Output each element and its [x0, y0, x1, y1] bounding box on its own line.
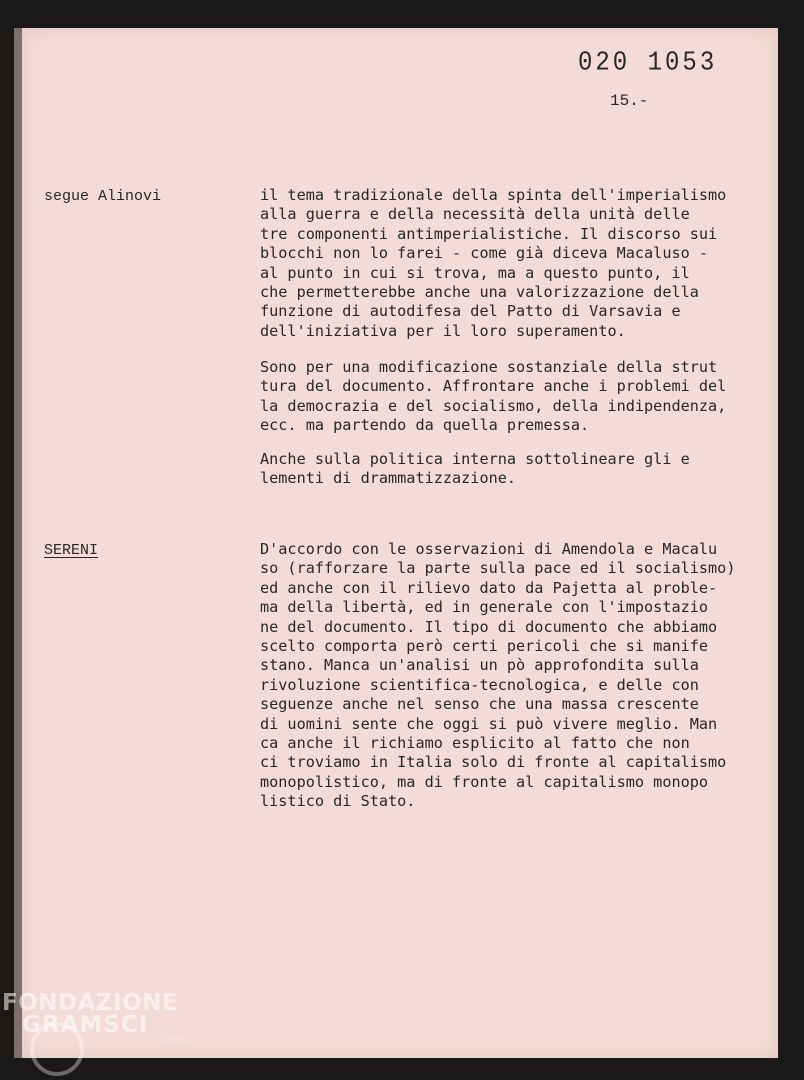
alinovi-paragraph-1: il tema tradizionale della spinta dell'imperialismo alla guerra e della necessità della unità delle tre componenti antimperialistiche. Il discorso sui blocchi non lo farei - come già diceva Macaluso - al punto in cui si trova, ma a questo punto, il che permetterebbe anche una valorizzazione della funzione di autodifesa del Patto di Varsavia e dell'iniziativa per il loro superamento. [260, 186, 727, 340]
alinovi-paragraph-2: Sono per una modificazione sostanziale della strut tura del documento. Affrontare anche i problemi del la democrazia e del socialismo, della indipendenza, ecc. ma partendo da quella premessa. [260, 358, 727, 435]
alinovi-paragraph-3: Anche sulla politica interna sottolineare gli e lementi di drammatizzazione. [260, 450, 690, 488]
watermark-line-3: onlus [162, 1036, 187, 1046]
fondazione-gramsci-watermark [2, 990, 186, 1046]
speaker-sereni: SERENI [44, 542, 99, 559]
sereni-paragraph-1: D'accordo con le osservazioni di Amendola e Macalu so (rafforzare la parte sulla pace ed il socialismo) ed anche con il rilievo dato da Pajetta al proble- ma della libertà, ed in generale con l'impostazio ne del documento. Il tipo di documento che abbiamo scelto comporta però certi pericoli che si manife stano. Manca un'analisi un pò approfondita sulla rivoluzione scientifica-tecnologica, e delle con seguenze anche nel senso che una massa crescente di uomini sente che oggi si può vivere meglio. Man ca anche il richiamo esplicito al fatto che non ci troviamo in Italia solo di fronte al capitalismo monopolistico, ma di fronte al capitalismo monopo listico di Stato. [260, 540, 736, 811]
speaker-alinovi: segue Alinovi [44, 188, 162, 205]
watermark-line-1: FONDAZIONE [2, 990, 179, 1016]
archive-stamp-number: 020 1053 [578, 48, 718, 79]
page-number: 15.- [610, 92, 649, 110]
watermark-line-2: GRAMSCI [22, 1012, 149, 1038]
